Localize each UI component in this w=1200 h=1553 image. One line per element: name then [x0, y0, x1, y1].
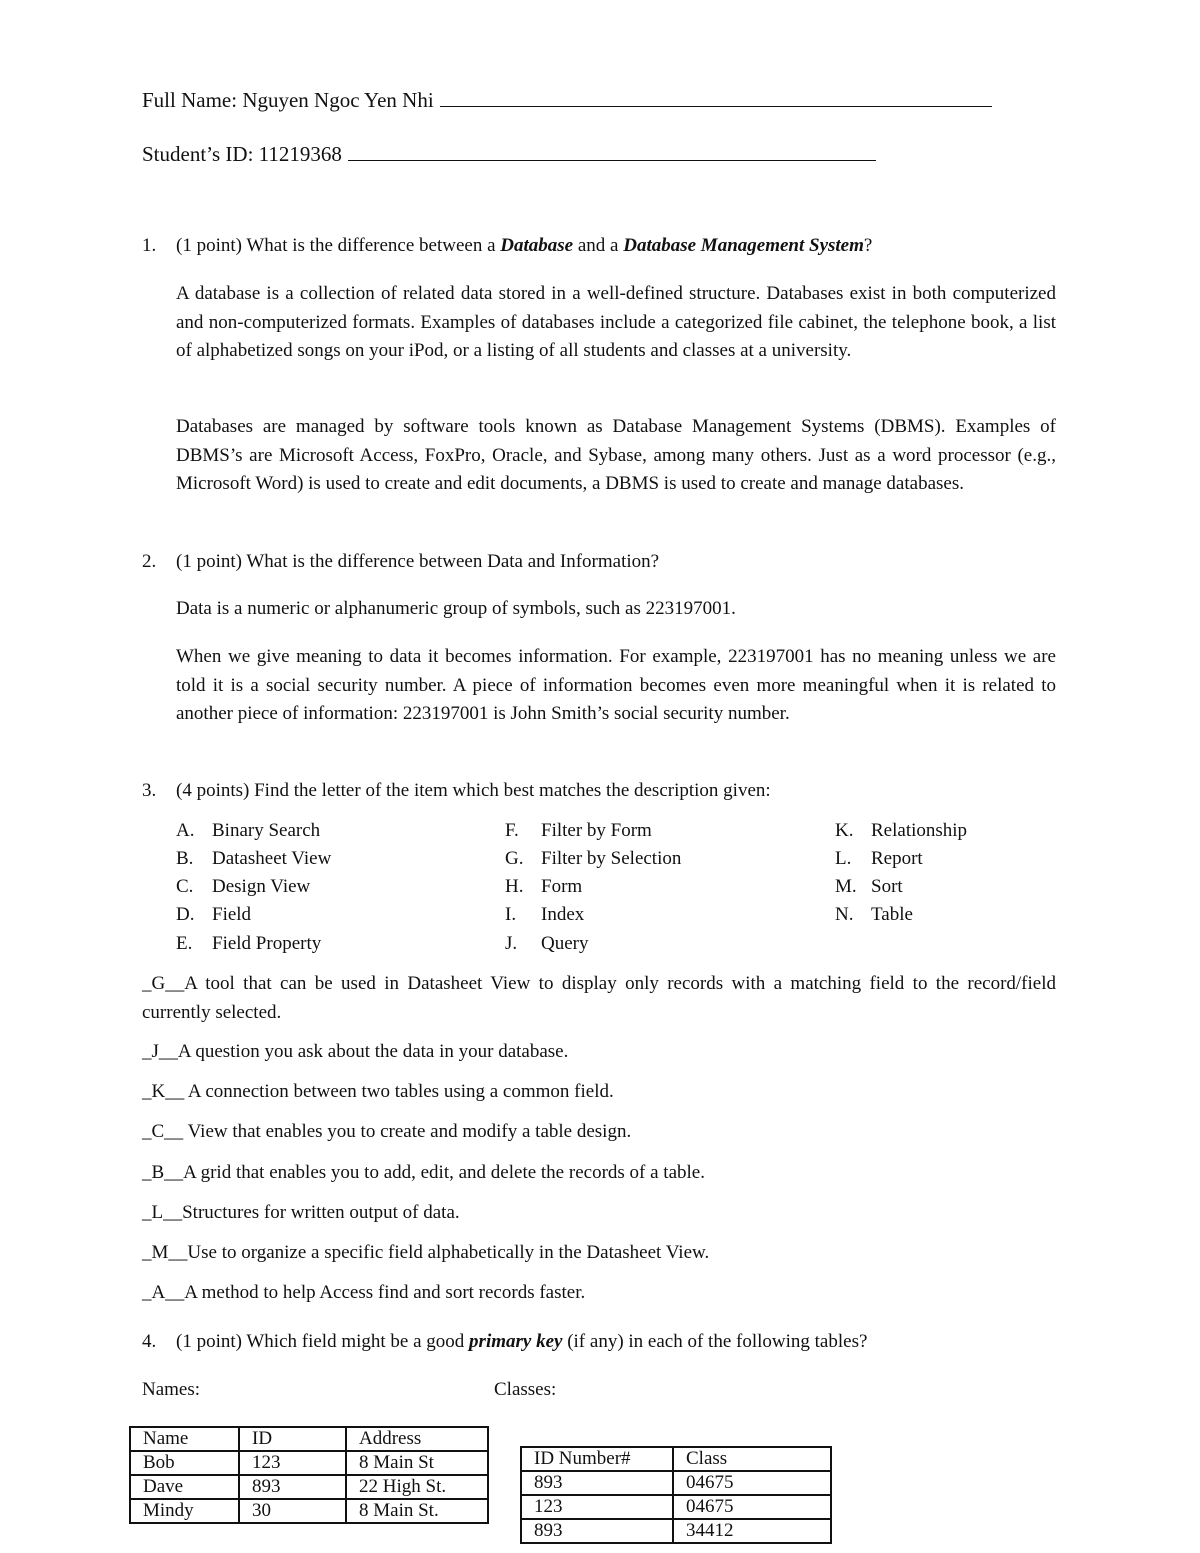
- table-cell: 893: [521, 1519, 673, 1543]
- q4-number: 4.: [142, 1331, 157, 1352]
- option-m: M. Sort: [835, 876, 903, 897]
- classes-table: [520, 1446, 832, 1544]
- q3-number: 3.: [142, 780, 157, 801]
- full-name-text: Full Name: Nguyen Ngoc Yen Nhi: [142, 88, 434, 112]
- table-cell: 04675: [673, 1495, 831, 1519]
- table-header-cell: Class: [673, 1447, 831, 1471]
- q1-question: [176, 235, 872, 257]
- q1-mid: and a: [573, 235, 624, 256]
- answer-line-3: _K__ A connection between two tables using a common field.: [142, 1081, 614, 1102]
- answer-line-7: _M__Use to organize a specific field alphabetically in the Datasheet View.: [142, 1242, 710, 1263]
- table-cell: 893: [239, 1475, 346, 1499]
- q1-term-database: Database: [500, 235, 574, 256]
- q4-term-primary-key: primary key: [469, 1331, 563, 1352]
- table-row: [521, 1471, 831, 1495]
- option-d: D. Field: [176, 904, 252, 925]
- option-k: K. Relationship: [835, 820, 968, 841]
- q3-question: (4 points) Find the letter of the item which best matches the description given:: [176, 780, 771, 801]
- option-c: C. Design View: [176, 876, 311, 897]
- option-n: N. Table: [835, 904, 913, 925]
- q1-term-dbms: Database Management System: [623, 235, 864, 256]
- option-l: L. Report: [835, 848, 923, 869]
- option-j: J. Query: [505, 933, 589, 954]
- classes-label: Classes:: [494, 1379, 557, 1400]
- student-id-text: Student’s ID: 11219368: [142, 142, 342, 166]
- table-header-cell: Address: [346, 1427, 488, 1451]
- student-id-underline: [348, 140, 876, 161]
- q1-prefix: (1 point) What is the difference between a: [176, 235, 501, 256]
- full-name-underline: [440, 86, 992, 107]
- q2-question: (1 point) What is the difference between Data and Information?: [176, 551, 660, 572]
- table-row: [130, 1451, 488, 1475]
- q1-answer-paragraph-1: A database is a collection of related data stored in a well-defined structure. Databases exist in both computerized and non-computerized formats. Examples of databases include a categorized file cabinet, the telephone book, a list of alphabetized songs on your iPod, or a listing of all students and classes at a university.: [176, 283, 1056, 361]
- option-b: B. Datasheet View: [176, 848, 332, 869]
- table-cell: Mindy: [130, 1499, 239, 1523]
- table-header-cell: ID Number#: [521, 1447, 673, 1471]
- option-e: E. Field Property: [176, 933, 322, 954]
- q4-suffix: (if any) in each of the following tables?: [562, 1331, 868, 1352]
- q4-prefix: (1 point) Which field might be a good: [176, 1331, 470, 1352]
- table-cell: 04675: [673, 1471, 831, 1495]
- answer-line-5: _B__A grid that enables you to add, edit, and delete the records of a table.: [142, 1162, 705, 1183]
- table-header-cell: Name: [130, 1427, 239, 1451]
- table-row: [130, 1499, 488, 1523]
- table-cell: Dave: [130, 1475, 239, 1499]
- answer-line-1: _G__A tool that can be used in Datasheet View to display only records with a matching field to the record/field currently selected.: [142, 973, 1056, 1023]
- table-cell: 34412: [673, 1519, 831, 1543]
- table-cell: Bob: [130, 1451, 239, 1475]
- option-f: F. Filter by Form: [505, 820, 652, 841]
- table-header-cell: ID: [239, 1427, 346, 1451]
- table-row: [130, 1427, 488, 1451]
- table-row: [521, 1447, 831, 1471]
- answer-line-2: _J__A question you ask about the data in your database.: [142, 1041, 569, 1062]
- q1-number: 1.: [142, 235, 157, 256]
- table-cell: 30: [239, 1499, 346, 1523]
- q2-answer-paragraph-2: When we give meaning to data it becomes information. For example, 223197001 has no meaning unless we are told it is a social security number. A piece of information becomes even more meaningful when it is related to another piece of information: 223197001 is John Smith’s social security number.: [176, 646, 1056, 724]
- q1-answer-paragraph-2: Databases are managed by software tools known as Database Management Systems (DBMS). Examples of DBMS’s are Microsoft Access, FoxPro, Oracle, and Sybase, among many others. Just as a word processor (e.g., Microsoft Word) is used to create and edit documents, a DBMS is used to create and manage databases.: [176, 416, 1056, 494]
- answer-line-8: _A__A method to help Access find and sort records faster.: [142, 1282, 586, 1303]
- q2-answer-paragraph-1: Data is a numeric or alphanumeric group of symbols, such as 223197001.: [176, 598, 736, 619]
- table-cell: 123: [521, 1495, 673, 1519]
- student-id-line: [142, 140, 876, 167]
- option-a: A. Binary Search: [176, 820, 321, 841]
- full-name-line: [142, 86, 992, 113]
- answer-line-6: _L__Structures for written output of data.: [142, 1202, 460, 1223]
- table-cell: 893: [521, 1471, 673, 1495]
- answer-line-4: _C__ View that enables you to create and modify a table design.: [142, 1121, 632, 1142]
- table-row: [130, 1475, 488, 1499]
- names-table: [129, 1426, 489, 1524]
- q2-number: 2.: [142, 551, 157, 572]
- table-cell: 123: [239, 1451, 346, 1475]
- names-label: Names:: [142, 1379, 201, 1400]
- table-cell: 8 Main St: [346, 1451, 488, 1475]
- option-g: G. Filter by Selection: [505, 848, 682, 869]
- table-row: [521, 1519, 831, 1543]
- table-cell: 22 High St.: [346, 1475, 488, 1499]
- table-row: [521, 1495, 831, 1519]
- q4-question: [176, 1331, 867, 1353]
- option-h: H. Form: [505, 876, 583, 897]
- q1-suffix: ?: [863, 235, 873, 256]
- table-cell: 8 Main St.: [346, 1499, 488, 1523]
- option-i: I. Index: [505, 904, 585, 925]
